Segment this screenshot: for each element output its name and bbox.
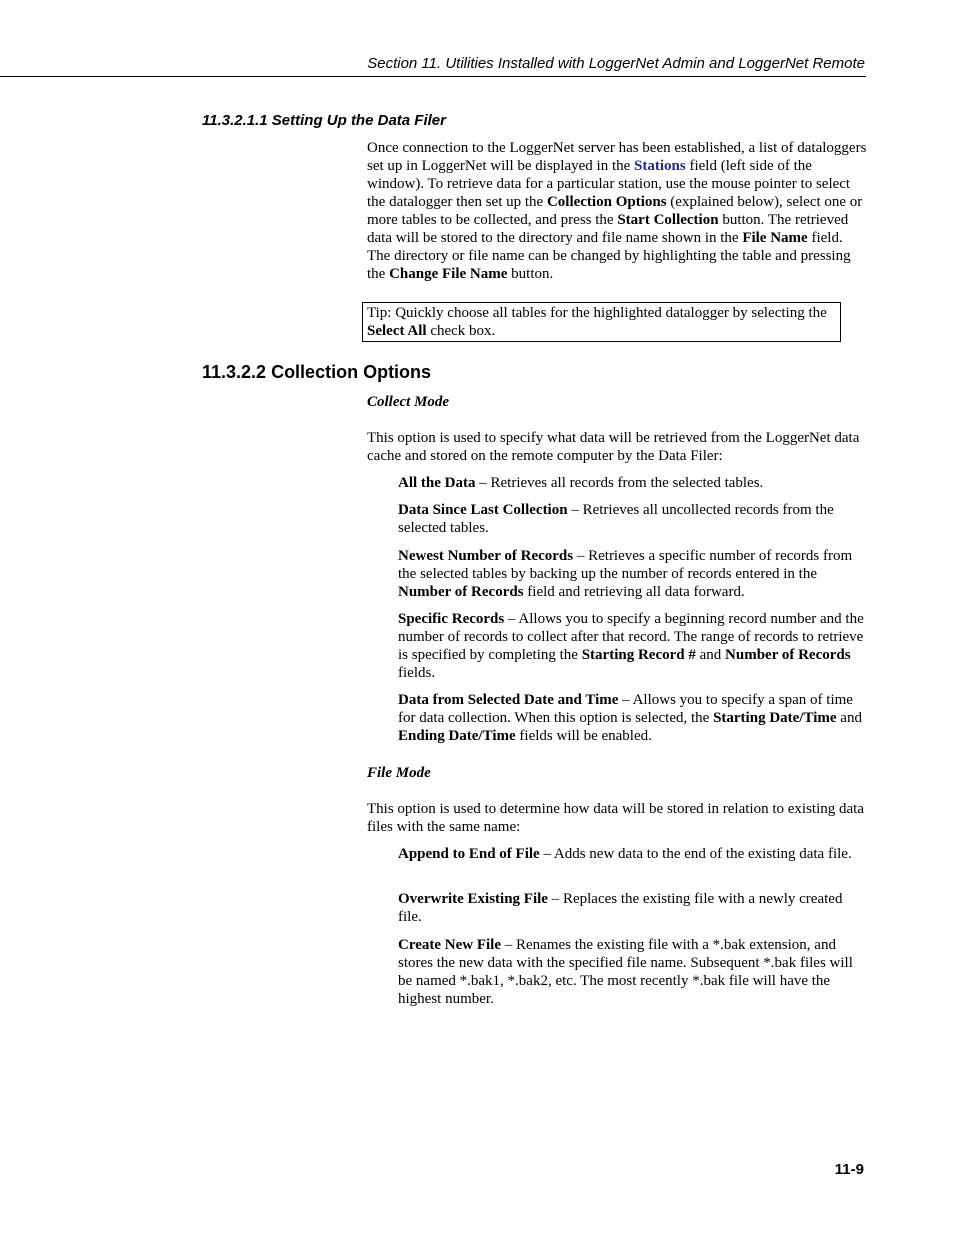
subsection-heading: 11.3.2.1.1 Setting Up the Data Filer xyxy=(202,112,446,129)
file-name-term: File Name xyxy=(742,230,808,246)
tip-box: Tip: Quickly choose all tables for the highlighted datalogger by selecting the Select All check box. xyxy=(362,302,841,342)
select-all-term: Select All xyxy=(367,323,427,339)
option-data-since-last-collection: Data Since Last Collection – Retrieves all uncollected records from the selected tables. xyxy=(398,502,834,536)
file-mode-heading: File Mode xyxy=(367,765,431,781)
option-specific-records: Specific Records – Allows you to specify a beginning record number and the number of records to collect after that record. The range of records to retrieve is specified by completing the Starting Record # and Number of Records fields. xyxy=(398,611,864,681)
intro-paragraph: Once connection to the LoggerNet server has been established, a list of dataloggers set up in LoggerNet will be displayed in the Stations field (left side of the window). To retrieve data for a particular station, use the mouse pointer to select the datalogger then set up the Collection Options (explained below), select one or more tables to be collected, and press the Start Collection button. The retrieved data will be stored to the directory and file name shown in the File Name field. The directory or file name can be changed by highlighting the table and pressing the Change File Name button. xyxy=(367,140,867,282)
stations-term: Stations xyxy=(634,158,686,174)
change-file-name-term: Change File Name xyxy=(389,266,508,282)
collect-mode-heading: Collect Mode xyxy=(367,394,450,410)
page-header xyxy=(0,54,866,77)
option-append-to-end-of-file: Append to End of File – Adds new data to the end of the existing data file. xyxy=(398,846,852,862)
collection-options-term: Collection Options xyxy=(546,194,667,210)
file-mode-intro: This option is used to determine how data will be stored in relation to existing data files with the same name: xyxy=(367,801,864,835)
option-create-new-file: Create New File – Renames the existing file with a *.bak extension, and stores the new data with the specified file name. Subsequent *.bak files will be named *.bak1, *.bak2, etc. The most recently *.bak file will have the highest number. xyxy=(398,937,853,1007)
option-data-from-selected-date-and-time: Data from Selected Date and Time – Allows you to specify a span of time for data collection. When this option is selected, the Starting Date/Time and Ending Date/Time fields will be enabled. xyxy=(398,692,862,744)
option-overwrite-existing-file: Overwrite Existing File – Replaces the existing file with a newly created file. xyxy=(398,891,843,925)
collect-mode-intro: This option is used to specify what data will be retrieved from the LoggerNet data cache and stored on the remote computer by the Data Filer: xyxy=(367,430,860,464)
start-collection-term: Start Collection xyxy=(617,212,719,228)
page-number: 11-9 xyxy=(834,1161,864,1178)
running-title: Section 11. Utilities Installed with LoggerNet Admin and LoggerNet Remote xyxy=(367,55,865,72)
option-all-the-data: All the Data – Retrieves all records from the selected tables. xyxy=(398,475,764,491)
option-newest-number-of-records: Newest Number of Records – Retrieves a specific number of records from the selected tables by backing up the number of records entered in the Number of Records field and retrieving all data forward. xyxy=(398,548,853,600)
section-heading: 11.3.2.2 Collection Options xyxy=(202,362,432,382)
